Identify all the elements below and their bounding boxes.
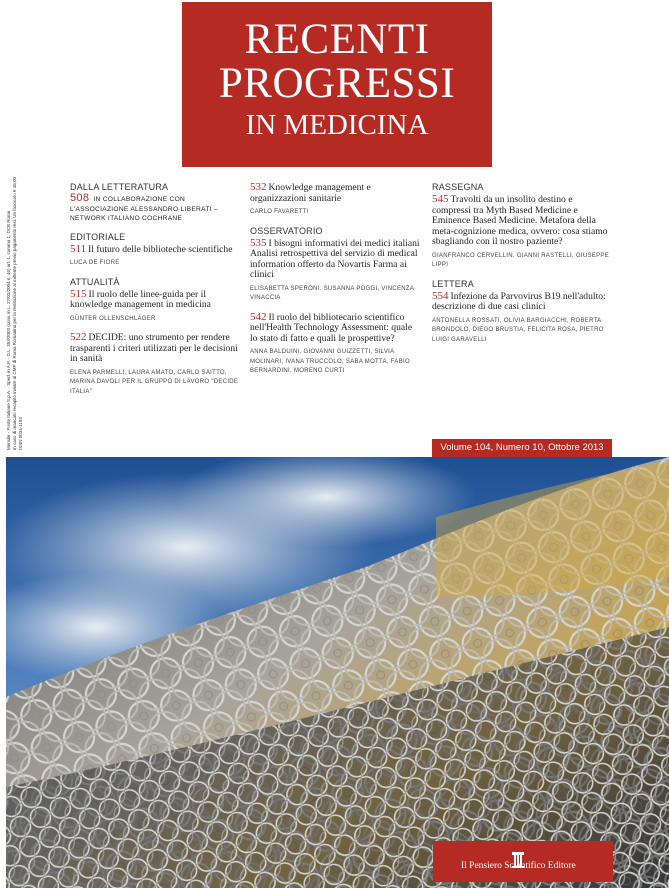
toc-column-2 (250, 182, 420, 385)
page-number: 545 (432, 193, 449, 205)
section-heading: DALLA LETTERATURA (70, 182, 169, 192)
spine-line-1: Mensile - Poste Italiane S.p.A. - Sped. in A.P. - D.L. 353/2003 (conv. in L. 27/02/2004 n. 46) art. 1, comma 1, DCB Roma (6, 210, 11, 450)
article-title: Il futuro delle biblioteche scientifiche (88, 243, 233, 255)
page-number: 542 (250, 310, 267, 323)
article-authors: GIANFRANCO CERVELLIN, GIANNI RASTELLI, GIUSEPPE LIPPI (432, 252, 610, 268)
toc-entry[interactable] (70, 277, 240, 325)
spine-issn: ISSN 0034-1193 (18, 417, 23, 450)
section-heading: OSSERVATORIO (250, 225, 323, 236)
article-title: I bisogni informativi dei medici italiani Analisi retrospettiva del servizio di medical information offerto da Novartis Farma ai clinici (250, 237, 420, 280)
article-authors: ANTONELLA ROSSATI, OLIVIA BARGIACCHI, ROBERTA BRONDOLO, DIEGO BRUSTIA, FELICITA ROSA, PIETRO LUIGI GARAVELLI (432, 317, 604, 343)
page-number: 515 (70, 287, 87, 300)
toc-entry[interactable] (250, 182, 420, 218)
section-heading: RASSEGNA (432, 182, 484, 192)
publisher-bar (433, 841, 613, 882)
article-title: IN COLLABORAZIONE CON L'ASSOCIAZIONE ALESSANDRO LIBERATI – NETWORK ITALIANO COCHRANE (70, 196, 218, 222)
article-title: Knowledge management e organizzazioni sanitarie (250, 182, 371, 204)
article-authors: CARLO FAVARETTI (250, 209, 309, 215)
article-title: Travolti da un insolito destino e compressi tra Myth Based Medicine e Eminence Based Medicine. Metafora della meta-cognizione medica, ovvero: cosa stiamo sbagliando con il nostro paziente? (432, 194, 608, 247)
section-heading: LETTERA (432, 278, 474, 289)
article-title: Il ruolo delle linee-guida per il knowledge management in medicina (70, 288, 211, 310)
page-number: 535 (250, 236, 267, 249)
article-title: Infezione da Parvovirus B19 nell'adulto: descrizione di due casi clinici (432, 290, 606, 312)
journal-masthead (182, 2, 492, 167)
section-heading: EDITORIALE (70, 231, 126, 242)
toc-entry[interactable] (432, 182, 612, 271)
title-line-2: PROGRESSI (218, 60, 456, 107)
toc-entry[interactable] (70, 182, 240, 224)
toc-entry[interactable] (70, 232, 240, 269)
spine-notice (6, 150, 26, 450)
page-number: 508 (70, 192, 90, 204)
publisher-name: Il Pensiero Scientifico Editore (461, 861, 576, 871)
issue-info-bar: Volume 104, Numero 10, Ottobre 2013 (432, 439, 612, 457)
title-line-1: RECENTI (244, 16, 430, 63)
toc-entry[interactable] (250, 312, 420, 377)
page-number: 532 (250, 181, 267, 193)
toc-column-3 (432, 182, 612, 353)
toc-entry[interactable] (432, 279, 612, 346)
article-authors: GÜNTER OLLENSCHLÄGER (70, 315, 156, 322)
article-authors: ELISABETTA SPERONI, SUSANNA POGGI, VINCENZA VINACCIA (250, 285, 414, 301)
article-title: DECIDE: uno strumento per rendere trasparenti i criteri utilizzati per le decisioni in sanità (70, 332, 238, 364)
spine-line-2: In caso di mancato recapito inviare al CMP di Roma Romanina per la restituzione al mittente previo pagamento resi. Un fascicolo € 46,00 (12, 176, 17, 450)
page-number: 554 (432, 289, 449, 302)
page-number: 511 (70, 242, 87, 255)
article-title: Il ruolo del bibliotecario scientifico nell'Health Technology Assessment: quale lo stato di fatto e quali le prospettive? (250, 311, 413, 344)
section-heading: ATTUALITÀ (70, 276, 120, 287)
article-authors: LUCA DE FIORE (70, 260, 120, 266)
article-authors: ANNA BALDUINI, GIOVANNI GUIZZETTI, SILVIA MOLINARI, IVANA TRUCCOLO, SABA MOTTA, FABIO BERNARDINI, MORENO CURTI (250, 349, 410, 374)
cover-photo (6, 457, 669, 888)
page-number: 522 (70, 331, 87, 343)
toc-column-1 (70, 182, 240, 405)
toc-entry[interactable] (70, 332, 240, 397)
title-line-3: IN MEDICINA (245, 109, 429, 141)
article-authors: ELENA PARMELLI, LAURA AMATO, CARLO SAITTO, MARINA DAVOLI PER IL GRUPPO DI LAVORO "DECIDE ITALIA" (70, 369, 239, 395)
toc-entry[interactable] (250, 226, 420, 304)
